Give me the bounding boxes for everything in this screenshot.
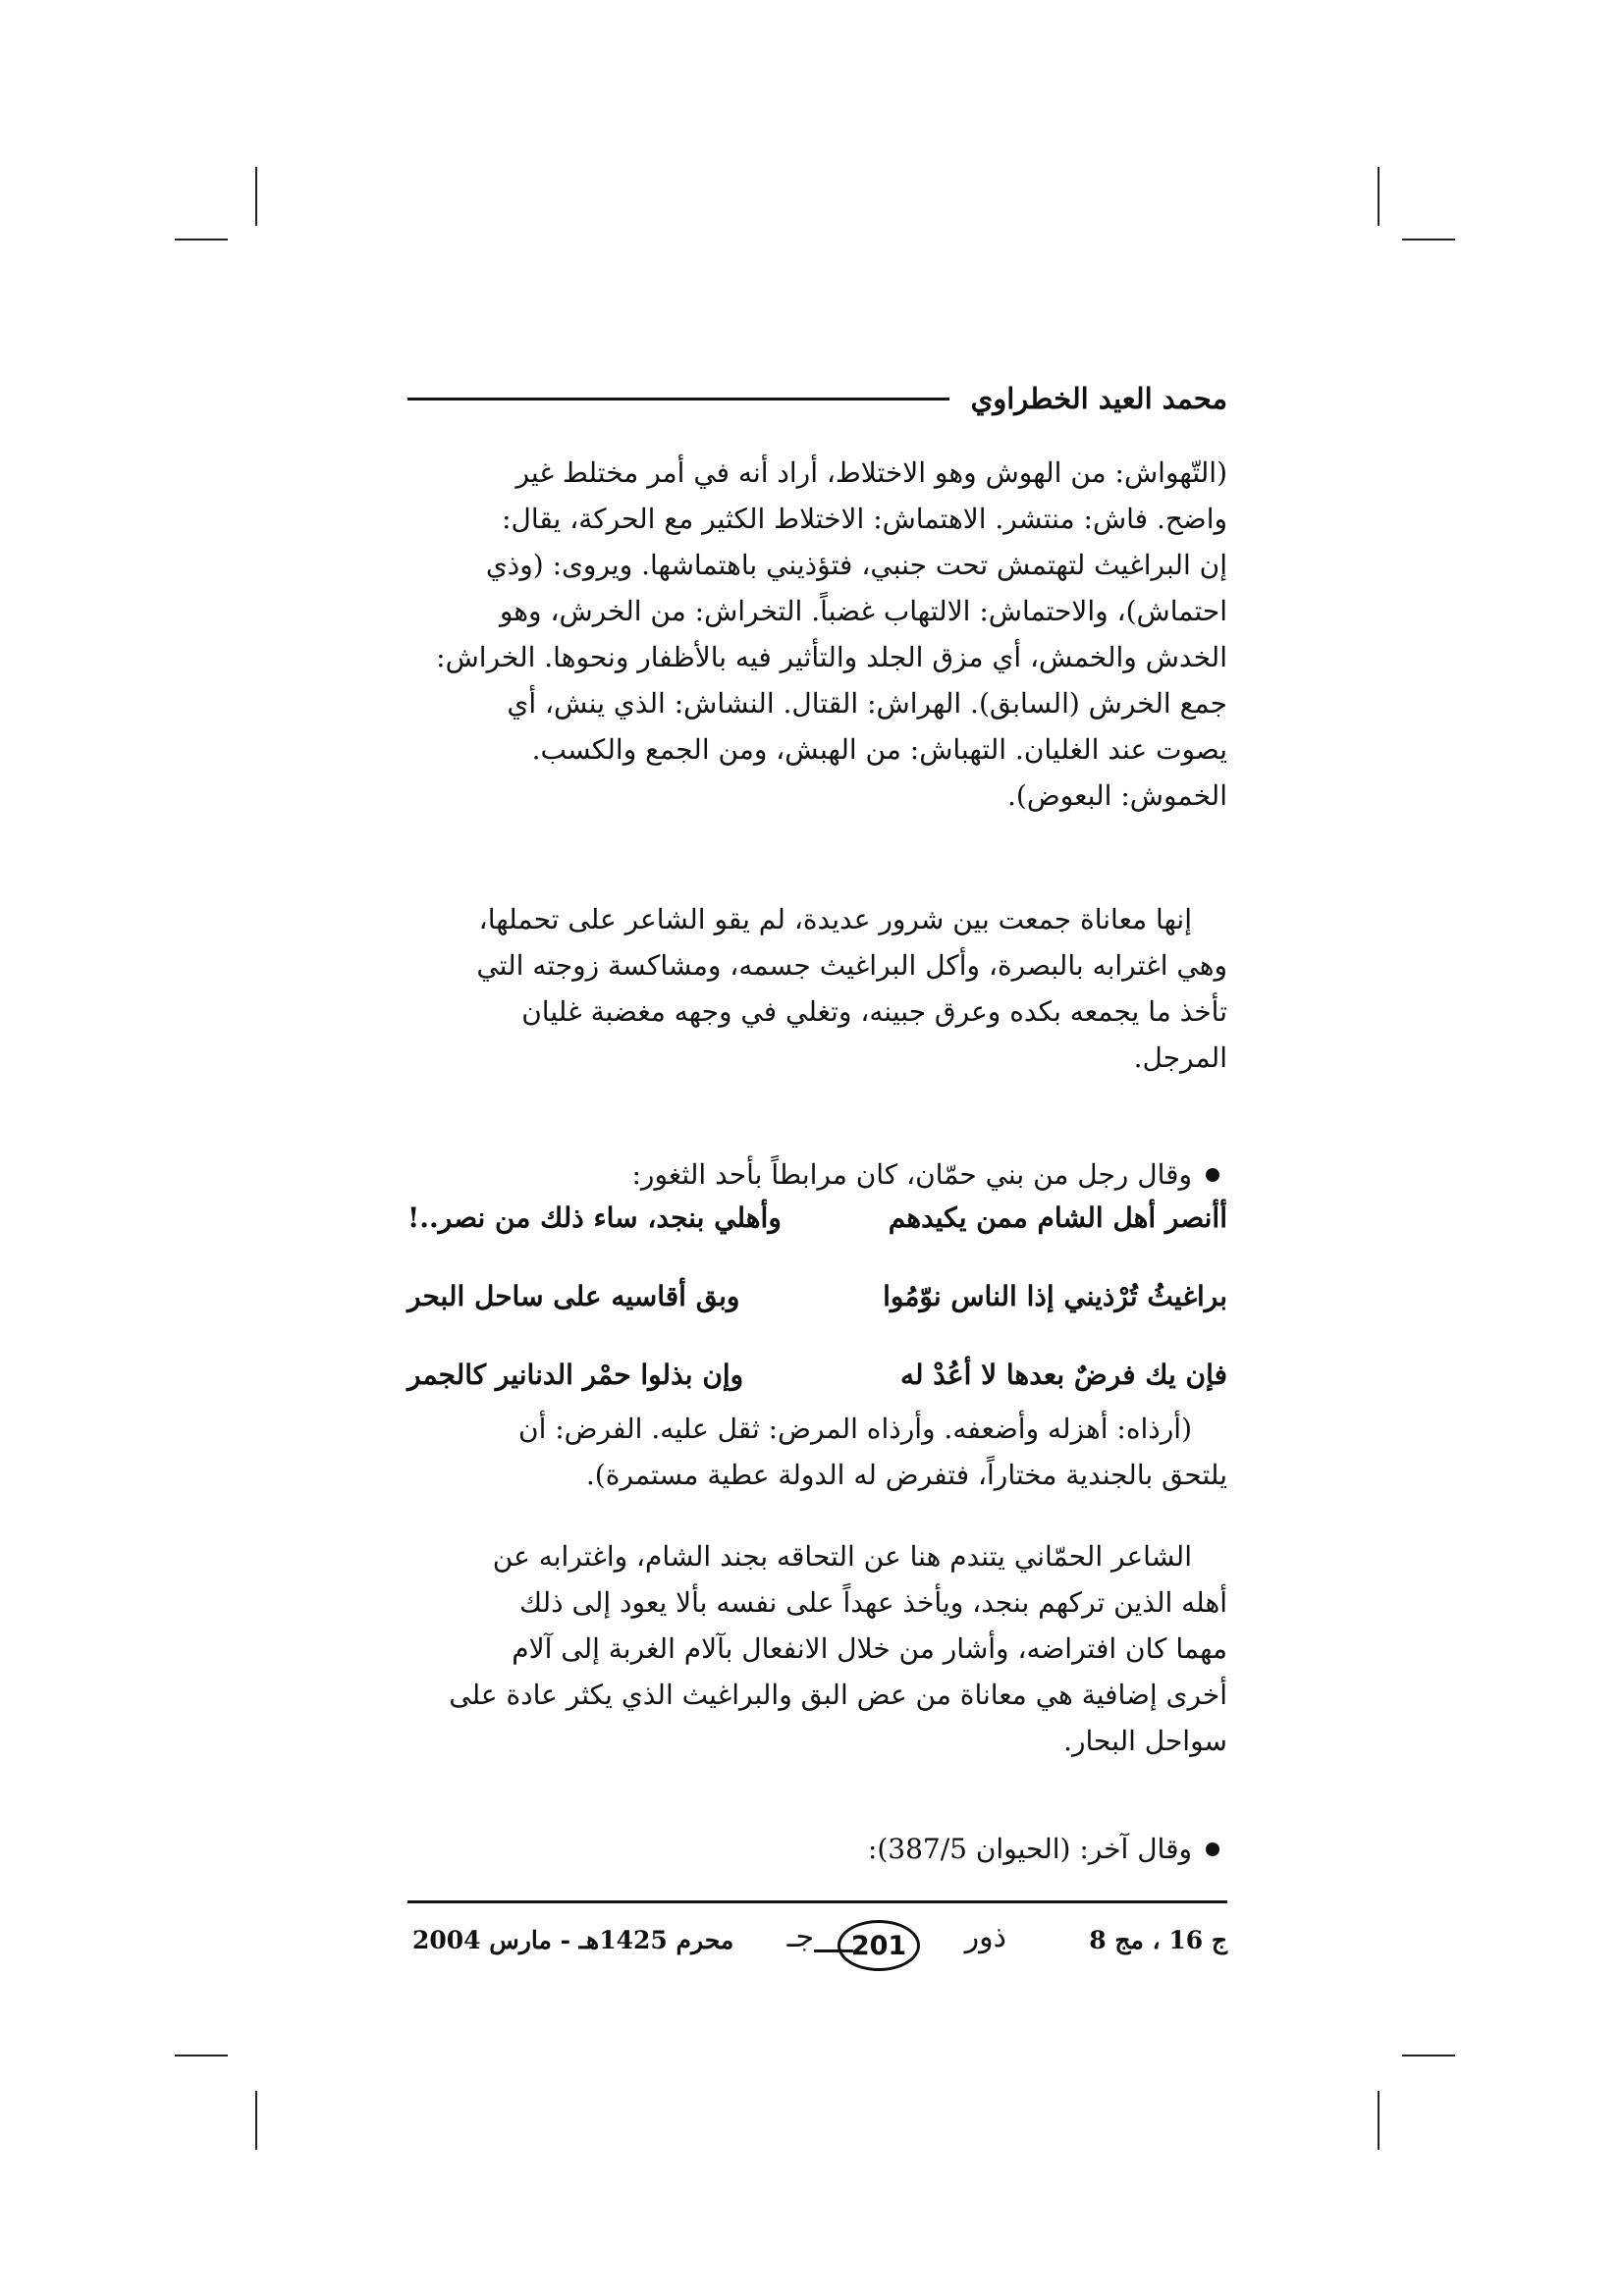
text-line: إنها معاناة جمعت بين شرور عديدة، لم يقو الشاعر على تحملها، [478, 903, 1192, 935]
page-footer [407, 1912, 1227, 1971]
crop-mark [1402, 239, 1455, 240]
text-line: أخرى إضافية هي معاناة من عض البق والبراغيث الذي يكثر عادة على [449, 1679, 1227, 1711]
text-line: تأخذ ما يجمعه بكده وعرق جبينه، وتغلي في وجهه مغضبة غليان [521, 995, 1227, 1028]
poem-verse [407, 1335, 1227, 1414]
text-line: الشاعر الحمّاني يتندم هنا عن التحاقه بجند الشام، واغترابه عن [492, 1540, 1192, 1573]
crop-mark [175, 2055, 228, 2056]
journal-name-part: جـ [786, 1920, 814, 1954]
glossary-notes-1 [407, 450, 1227, 819]
bullet-intro-2 [407, 1826, 1227, 1872]
verse-second-hemistich: وأهلي بنجد، ساء ذلك من نصر..! [407, 1201, 782, 1234]
journal-name-part: ذور [964, 1920, 1006, 1954]
bullet-text: وقال آخر: (الحيوان 387/5): [867, 1833, 1192, 1865]
issue-info: ج 16 ، مج 8 [1089, 1926, 1227, 1954]
text-line: الخموش: البعوض). [1007, 779, 1227, 812]
text-line: يلتحق بالجندية مختاراً، فتفرض له الدولة عطية مستمرة). [585, 1459, 1227, 1491]
text-line: المرجل. [1133, 1041, 1227, 1074]
crop-mark [255, 167, 257, 226]
verse-second-hemistich: وإن بذلوا حمْر الدنانير كالجمر [407, 1358, 744, 1391]
paragraph-2 [407, 1533, 1227, 1764]
poem-verse [407, 1178, 1227, 1256]
footer-rule [407, 1900, 1227, 1903]
text-line: (أرذاه: أهزله وأضعفه. وأرذاه المرض: ثقل عليه. الفرض: أن [518, 1413, 1192, 1445]
text-line: واضح. فاش: منتشر. الاهتماش: الاختلاط الكثير مع الحركة، يقال: [502, 503, 1227, 535]
crop-mark [255, 2091, 257, 2150]
crop-mark [1378, 167, 1380, 226]
poem [407, 1178, 1227, 1414]
verse-first-hemistich: أأنصر أهل الشام ممن يكيدهم [888, 1201, 1227, 1234]
text-line: الخدش والخمش، أي مزق الجلد والتأثير فيه بالأظفار ونحوها. الخراش: [436, 641, 1227, 673]
text-line: يصوت عند الغليان. التهباش: من الهبش، ومن الجمع والكسب. [531, 733, 1227, 766]
crop-mark [175, 239, 228, 240]
verse-first-hemistich: فإن يك فرضٌ بعدها لا أعُدْ له [899, 1358, 1227, 1391]
text-line: أهله الذين تركهم بنجد، ويأخذ عهداً على نفسه بألا يعود إلى ذلك [519, 1586, 1227, 1619]
text-line: جمع الخرش (السابق). الهراش: القتال. النشاش: الذي ينش، أي [507, 687, 1227, 720]
glossary-notes-2 [407, 1406, 1227, 1498]
text-line: (التّهواش: من الهوش وهو الاختلاط، أراد أنه في أمر مختلط غير [515, 456, 1227, 489]
journal-mark [761, 1912, 1006, 1971]
paragraph-1 [407, 896, 1227, 1081]
bullet-icon [1206, 1842, 1219, 1856]
header-rule [407, 398, 949, 400]
issue-date: محرم 1425هـ - مارس 2004 [412, 1926, 734, 1954]
crop-mark [1378, 2091, 1380, 2150]
text-line: وهي اغترابه بالبصرة، وأكل البراغيث جسمه، ومشاكسة زوجته التي [476, 949, 1227, 982]
text-line: سواحل البحار. [1063, 1725, 1227, 1757]
text-line: احتماش)، والاحتماش: الالتهاب غضباً. التخراش: من الخرش، وهو [499, 595, 1227, 627]
author-name: محمد العيد الخطراوي [970, 382, 1227, 415]
verse-first-hemistich: براغيثُ تُرْذيني إذا الناس نوّمُوا [883, 1279, 1227, 1312]
text-line: مهما كان افتراضه، وأشار من خلال الانفعال بآلام الغربة إلى آلام [512, 1632, 1227, 1665]
bullet-text: وقال رجل من بني حمّان، كان مرابطاً بأحد الثغور: [631, 1158, 1192, 1191]
running-header [407, 369, 1227, 428]
poem-verse [407, 1256, 1227, 1335]
page-number [838, 1920, 920, 1971]
crop-mark [1402, 2055, 1455, 2056]
page-number-text: 201 [850, 1930, 907, 1961]
text-line: إن البراغيث لتهتمش تحت جنبي، فتؤذيني باهتماشها. ويروى: (وذي [485, 549, 1227, 581]
verse-second-hemistich: وبق أقاسيه على ساحل البحر [407, 1279, 740, 1312]
